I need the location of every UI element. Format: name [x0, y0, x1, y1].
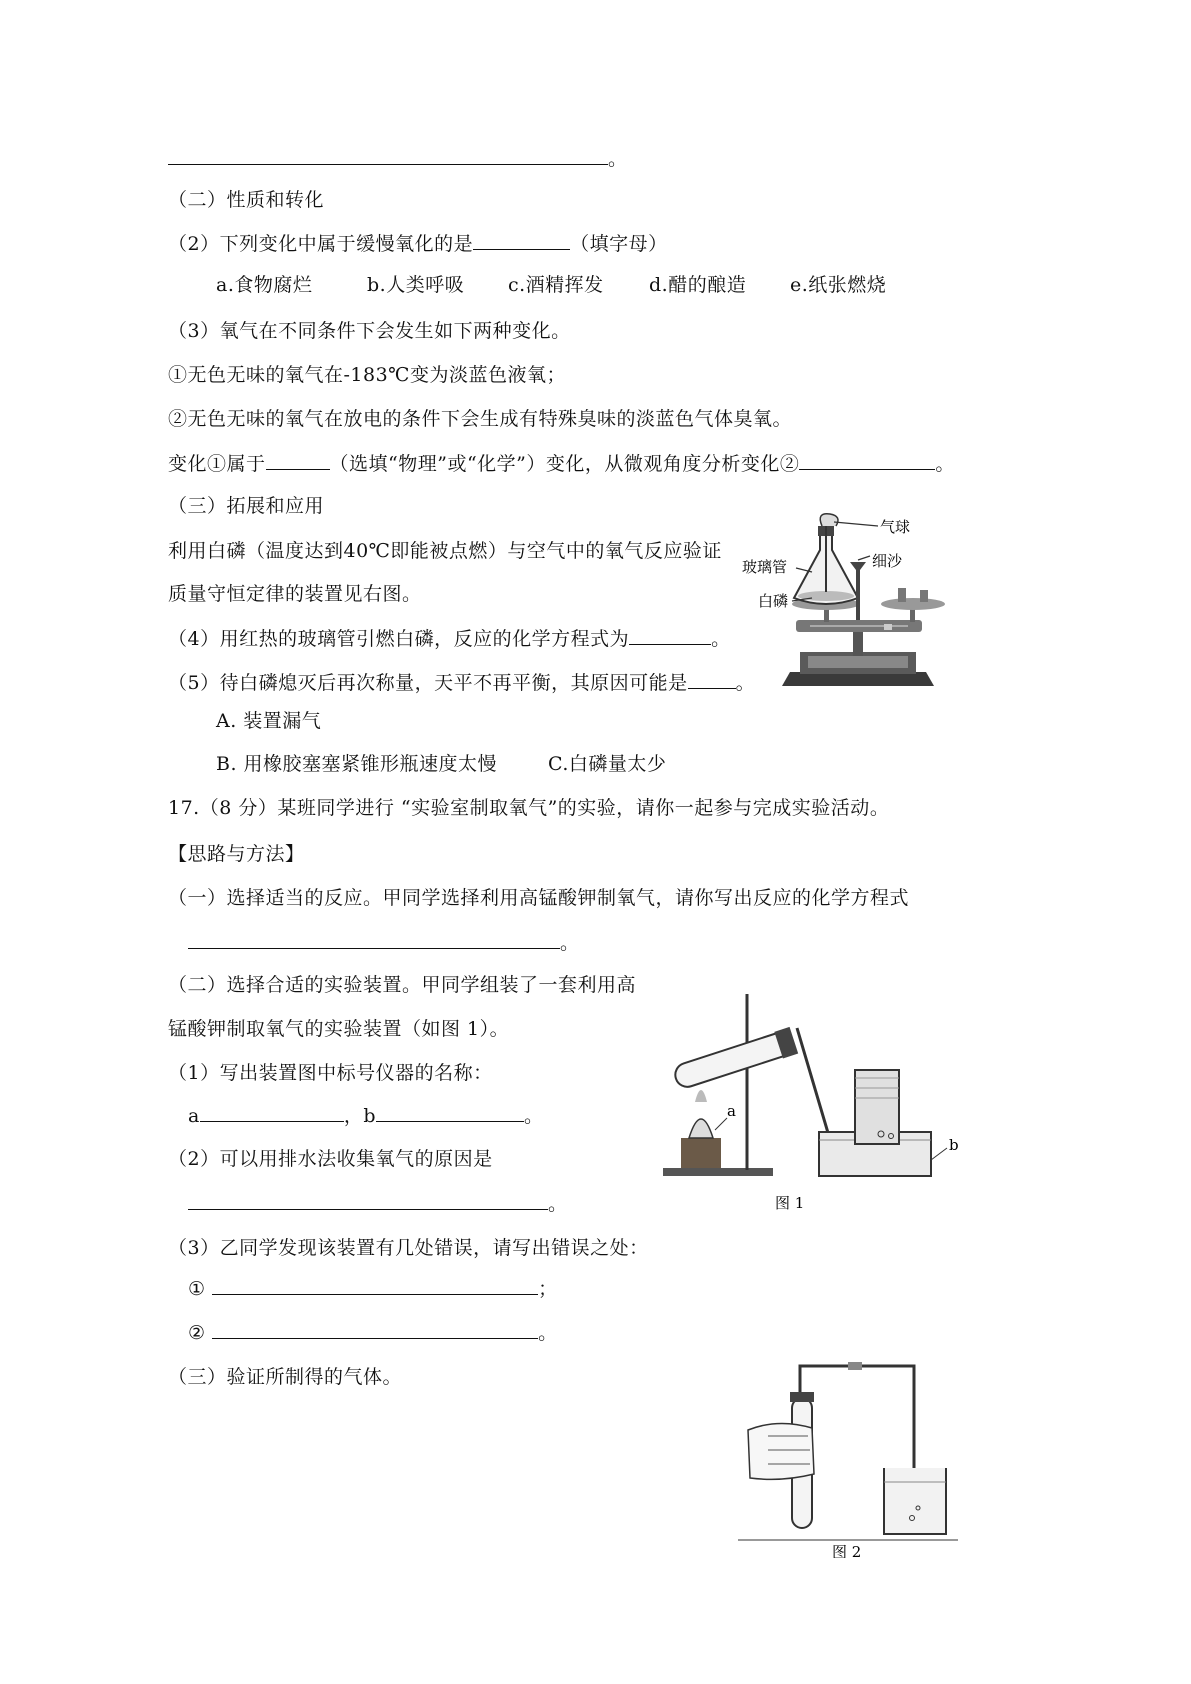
q2-option-e: e.纸张燃烧 [790, 274, 887, 296]
label-white-phosphorus: 白磷 [758, 592, 789, 610]
q17-sub-3-item-2: ② 。 [188, 1322, 558, 1344]
section-heading-application: （三）拓展和应用 [168, 495, 325, 517]
phosphorus-desc-1: 利用白磷（温度达到40℃即能被点燃）与空气中的氧气反应验证 [168, 540, 722, 562]
q17-sub-3-item-1: ① ； [188, 1278, 558, 1300]
question-3-item-2: ②无色无味的氧气在放电的条件下会生成有特殊臭味的淡蓝色气体臭氧。 [168, 408, 793, 430]
q17-method-heading: 【思路与方法】 [168, 843, 305, 865]
answer-line-continued: 。 [168, 146, 628, 171]
q3-blank-2[interactable] [799, 451, 935, 470]
q17-blank-b[interactable] [376, 1103, 524, 1122]
figure-1-apparatus [655, 990, 970, 1215]
q17-sub-2: （2）可以用排水法收集氧气的原因是 [168, 1148, 493, 1170]
label-balloon: 气球 [880, 518, 911, 536]
q5-answer-blank[interactable] [688, 670, 736, 689]
question-17-title: 17.（8 分）某班同学进行 “实验室制取氧气”的实验，请你一起参与完成实验活动。 [168, 797, 890, 819]
q17-equation-blank[interactable] [188, 930, 560, 949]
balance-apparatus-figure [738, 512, 978, 690]
q17-step-2-line1: （二）选择合适的实验装置。甲同学组装了一套利用高 [168, 974, 637, 996]
figure-2-caption: 图 2 [832, 1543, 862, 1558]
q2-option-a: a.食物腐烂 [216, 274, 313, 296]
q17-error-blank-2[interactable] [212, 1320, 538, 1339]
question-4: （4）用红热的玻璃管引燃白磷，反应的化学方程式为 。 [168, 628, 731, 650]
section-heading-properties: （二）性质和转化 [168, 189, 325, 211]
figure-1-caption: 图 1 [775, 1194, 805, 1212]
figure-1-label-b: b [949, 1136, 959, 1154]
q17-step-1-answer: 。 [188, 930, 580, 955]
question-2: （2）下列变化中属于缓慢氧化的是 （填字母） [168, 233, 668, 255]
q2-answer-blank[interactable] [473, 231, 570, 250]
figure-2-apparatus [738, 1358, 958, 1558]
phosphorus-desc-2: 质量守恒定律的装置见右图。 [168, 583, 422, 605]
q5-option-a: A. 装置漏气 [216, 710, 322, 732]
q17-reason-blank[interactable] [188, 1191, 548, 1210]
q5-option-c: C.白磷量太少 [548, 753, 667, 775]
question-5: （5）待白磷熄灭后再次称量，天平不再平衡，其原因可能是 。 [168, 672, 756, 694]
label-fine-sand: 细沙 [872, 552, 903, 570]
figure-1-label-a: a [727, 1102, 736, 1120]
q3-blank-1[interactable] [266, 451, 330, 470]
question-3-intro: （3）氧气在不同条件下会发生如下两种变化。 [168, 320, 571, 342]
q2-option-d: d.醋的酿造 [649, 274, 747, 296]
q2-option-c: c.酒精挥发 [508, 274, 604, 296]
q17-sub-2-answer: 。 [188, 1191, 568, 1216]
q5-option-b: B. 用橡胶塞塞紧锥形瓶速度太慢 [216, 753, 498, 775]
q17-sub-1-answers: a ，b 。 [188, 1105, 544, 1127]
blank-line[interactable] [168, 146, 608, 165]
question-3-item-1: ①无色无味的氧气在-183℃变为淡蓝色液氧； [168, 364, 566, 386]
q2-option-b: b.人类呼吸 [367, 274, 465, 296]
label-glass-tube: 玻璃管 [742, 558, 788, 576]
question-3-answer: 变化①属于 （选填“物理”或“化学”）变化，从微观角度分析变化② 。 [168, 453, 955, 475]
q17-sub-1: （1）写出装置图中标号仪器的名称： [168, 1062, 493, 1084]
q17-error-blank-1[interactable] [212, 1276, 538, 1295]
q17-blank-a[interactable] [200, 1103, 344, 1122]
q17-sub-3: （3）乙同学发现该装置有几处错误，请写出错误之处： [168, 1237, 649, 1259]
q4-answer-blank[interactable] [629, 626, 711, 645]
q17-step-1: （一）选择适当的反应。甲同学选择利用高锰酸钾制氧气，请你写出反应的化学方程式 [168, 887, 910, 909]
q17-step-2-line2: 锰酸钾制取氧气的实验装置（如图 1）。 [168, 1018, 510, 1040]
q17-step-3: （三）验证所制得的气体。 [168, 1366, 403, 1388]
